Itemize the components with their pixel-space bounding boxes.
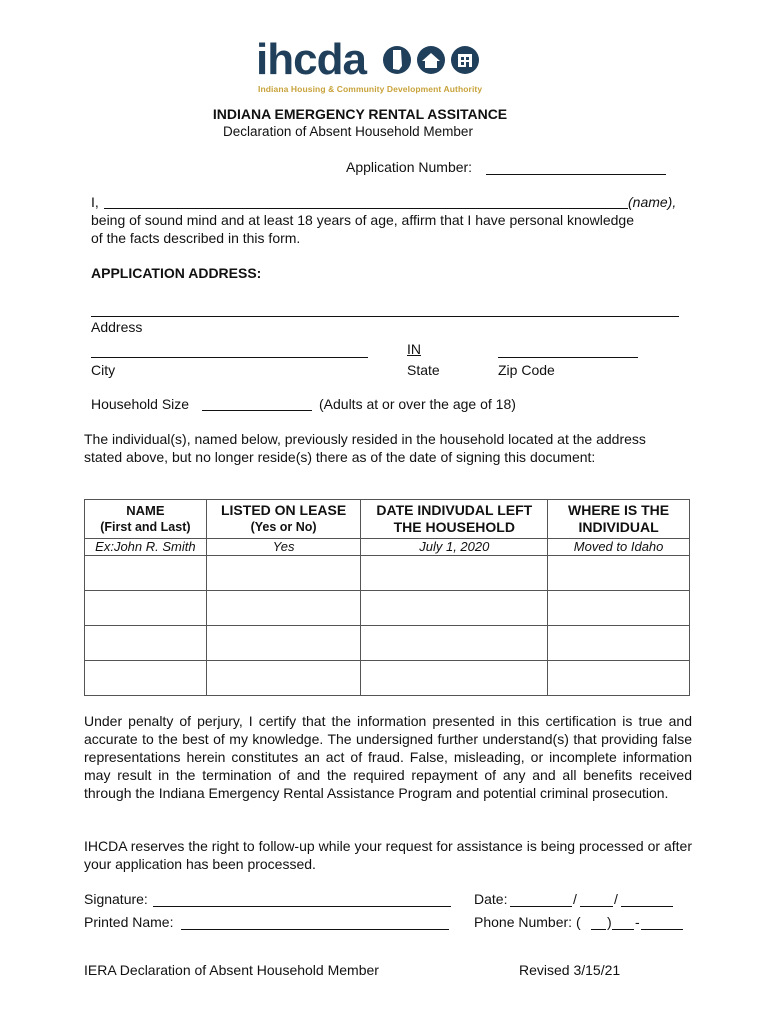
affirmation-line-2: being of sound mind and at least 18 years of age, affirm that I have personal knowledge bbox=[91, 212, 634, 228]
form-subtitle: Declaration of Absent Household Member bbox=[223, 124, 473, 139]
date-sep-1: / bbox=[573, 891, 577, 907]
col-header-date-left: DATE INDIVUDAL LEFT THE HOUSEHOLD bbox=[361, 500, 548, 539]
where-cell[interactable] bbox=[548, 661, 690, 696]
table-header-row bbox=[85, 500, 690, 539]
logo-icons bbox=[382, 44, 482, 78]
form-title: INDIANA EMERGENCY RENTAL ASSITANCE bbox=[212, 106, 508, 122]
household-size-field[interactable] bbox=[202, 395, 312, 411]
signature-label: Signature: bbox=[84, 891, 148, 907]
phone-area-code-field[interactable] bbox=[591, 914, 606, 930]
table-example-row bbox=[85, 539, 690, 556]
name-cell[interactable] bbox=[85, 661, 207, 696]
where-cell[interactable] bbox=[548, 556, 690, 591]
date-sep-2: / bbox=[614, 891, 618, 907]
lease-cell[interactable] bbox=[206, 591, 361, 626]
affirmation-name-suffix: (name), bbox=[628, 194, 677, 210]
phone-line-field[interactable] bbox=[641, 914, 683, 930]
date-year-field[interactable] bbox=[621, 891, 673, 907]
application-number-label: Application Number: bbox=[346, 159, 473, 175]
lease-cell[interactable] bbox=[206, 661, 361, 696]
lease-cell[interactable] bbox=[206, 556, 361, 591]
date-day-field[interactable] bbox=[580, 891, 613, 907]
state-value: IN bbox=[407, 341, 421, 357]
example-where: Moved to Idaho bbox=[548, 539, 690, 556]
phone-label: Phone Number: ( bbox=[474, 914, 581, 930]
footer-form-name: IERA Declaration of Absent Household Member bbox=[84, 962, 379, 978]
example-date: July 1, 2020 bbox=[361, 539, 548, 556]
logo-tagline: Indiana Housing & Community Development Authority bbox=[258, 84, 483, 94]
col-header-where: WHERE IS THE INDIVIDUAL bbox=[548, 500, 690, 539]
affirmation-prefix: I, bbox=[91, 194, 99, 210]
footer-revised-date: Revised 3/15/21 bbox=[519, 962, 621, 978]
date-cell[interactable] bbox=[361, 661, 548, 696]
zip-code-field[interactable] bbox=[498, 342, 638, 358]
address-label: Address bbox=[91, 319, 143, 335]
absent-members-table bbox=[84, 499, 690, 696]
lease-cell[interactable] bbox=[206, 626, 361, 661]
name-cell[interactable] bbox=[85, 626, 207, 661]
application-number-field[interactable] bbox=[486, 159, 666, 175]
affirmation-line-3: of the facts described in this form. bbox=[91, 230, 301, 246]
phone-paren: ) bbox=[607, 914, 612, 930]
printed-name-label: Printed Name: bbox=[84, 914, 174, 930]
example-lease: Yes bbox=[206, 539, 361, 556]
printed-name-field[interactable] bbox=[181, 914, 449, 930]
state-label: State bbox=[407, 362, 440, 378]
phone-dash: - bbox=[635, 914, 640, 930]
date-label: Date: bbox=[474, 891, 508, 907]
where-cell[interactable] bbox=[548, 626, 690, 661]
city-label: City bbox=[91, 362, 116, 378]
application-address-heading: APPLICATION ADDRESS: bbox=[91, 265, 262, 281]
intro-paragraph: The individual(s), named below, previously resided in the household located at the address stated above, but no longer reside(s) there as of the date of signing this document: bbox=[84, 431, 646, 465]
zip-code-label: Zip Code bbox=[498, 362, 555, 378]
date-month-field[interactable] bbox=[510, 891, 572, 907]
address-field[interactable] bbox=[91, 300, 679, 317]
col-header-lease: LISTED ON LEASE (Yes or No) bbox=[206, 500, 361, 539]
household-size-label: Household Size bbox=[91, 396, 190, 412]
city-field[interactable] bbox=[91, 342, 368, 358]
followup-paragraph: IHCDA reserves the right to follow-up while your request for assistance is being processed or after your application has been processed. bbox=[84, 838, 692, 872]
table-row bbox=[85, 556, 690, 591]
household-size-note: (Adults at or over the age of 18) bbox=[319, 396, 516, 412]
phone-prefix-field[interactable] bbox=[612, 914, 634, 930]
date-cell[interactable] bbox=[361, 591, 548, 626]
table-row bbox=[85, 591, 690, 626]
table-row bbox=[85, 626, 690, 661]
signature-field[interactable] bbox=[153, 891, 451, 907]
logo-wordmark: ihcda bbox=[256, 35, 366, 84]
perjury-paragraph: Under penalty of perjury, I certify that the information presented in this certification is true and accurate to the best of my knowledge. The undersigned further understand(s) that providing false representations herein constitutes an act of fraud. False, misleading, or incomplete information may result in the termination of and the required repayment of any and all benefits received through the Indiana Emergency Rental Assistance Program and potential criminal prosecution. bbox=[84, 713, 692, 801]
date-cell[interactable] bbox=[361, 556, 548, 591]
indiana-state-icon bbox=[383, 46, 411, 74]
name-cell[interactable] bbox=[85, 591, 207, 626]
example-name: Ex:John R. Smith bbox=[85, 539, 207, 556]
where-cell[interactable] bbox=[548, 591, 690, 626]
declarant-name-field[interactable] bbox=[104, 193, 628, 209]
building-icon bbox=[451, 46, 479, 74]
ihcda-logo bbox=[256, 36, 486, 98]
name-cell[interactable] bbox=[85, 556, 207, 591]
house-icon bbox=[417, 46, 445, 74]
col-header-name: NAME (First and Last) bbox=[85, 500, 207, 539]
table-row bbox=[85, 661, 690, 696]
date-cell[interactable] bbox=[361, 626, 548, 661]
